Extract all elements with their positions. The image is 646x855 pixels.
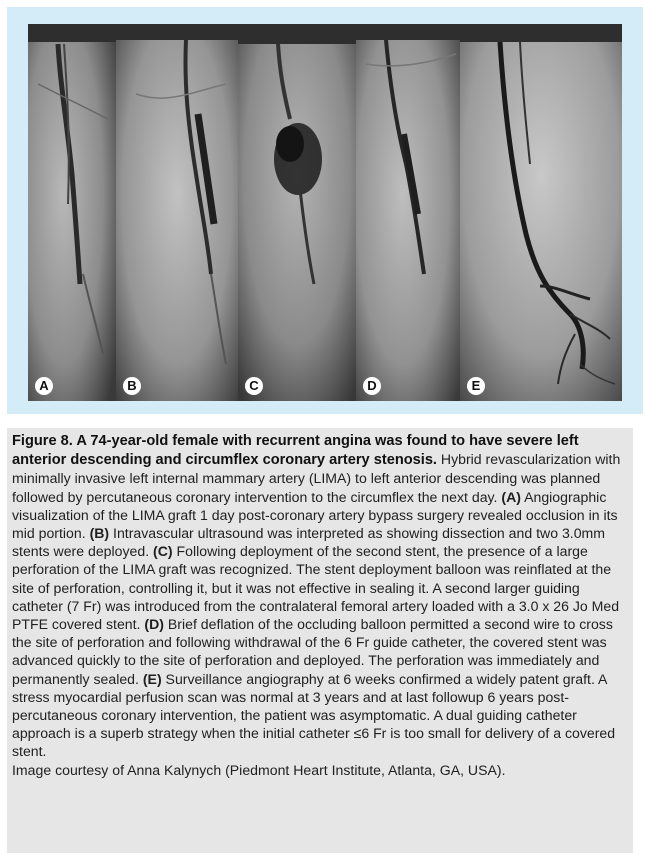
panel-e — [460, 24, 622, 401]
caption-body — [12, 431, 629, 761]
caption-title: Figure 8. A 74-year-old female with recurrent angina was found to have severe left anterior descending and circumflex coronary artery stenosis. — [12, 433, 579, 469]
segment-label-d: (D) — [144, 616, 164, 633]
segment-text-e: Surveillance angiography at 6 weeks confirmed a widely patent graft. A stress myocardial perfusion scan was normal at 3 years and at last followup 6 years post-percutaneous coronary intervention, the patient was asymptomatic. A dual guiding catheter approach is a superb strategy when the initial catheter ≤6 Fr is too small for delivery of a covered stent. — [12, 670, 616, 760]
caption-intro: Hybrid revascularization with minimally invasive left internal mammary artery (LIMA) to left anterior descending was planned followed by percutaneous coronary intervention to the circumflex the next day. — [12, 451, 621, 505]
segment-label-a: (A) — [501, 488, 521, 505]
figure-area — [7, 7, 643, 414]
angiogram-d-image — [356, 24, 460, 401]
segment-label-e: (E) — [142, 670, 162, 687]
panel-label-d: D — [363, 377, 381, 395]
segment-text-c: Following deployment of the second stent, the presence of a large perforation of the LIMA graft was recognized. The stent deployment balloon was reinflated at the site of perforation, controlling it, but it was not effective in sealing it. A second larger guiding catheter (7 Fr) was introduced from the contralateral femoral artery loaded with a 3.0 x 26 Jo Med PTFE covered stent. — [12, 543, 620, 633]
segment-text-d: Brief deflation of the occluding balloon permitted a second wire to cross the site of perforation and following withdrawal of the 6 Fr guide catheter, the covered stent was advanced quickly to the site of perforation and deployed. The perforation was immediately and permanently sealed. — [12, 616, 613, 687]
angiogram-b-image — [116, 24, 238, 401]
panel-label-e: E — [467, 377, 485, 395]
panel-b — [116, 24, 238, 401]
angiogram-c-image — [238, 24, 356, 401]
panel-d — [356, 24, 460, 401]
figure-caption — [7, 428, 633, 853]
panel-label-a: A — [35, 377, 53, 395]
panel-label-c: C — [245, 377, 263, 395]
segment-text-a: Angiographic visualization of the LIMA graft 1 day post-coronary artery bypass surgery revealed occlusion in its mid portion. — [12, 488, 618, 542]
angiogram-panels — [28, 24, 622, 401]
segment-label-c: (C) — [153, 543, 173, 560]
segment-label-b: (B) — [89, 525, 110, 542]
angiogram-a-image — [28, 24, 116, 401]
panel-c — [238, 24, 356, 401]
panel-label-b: B — [123, 377, 141, 395]
segment-text-b: Intravascular ultrasound was interpreted as showing dissection and two 3.0mm stents were deployed. — [12, 525, 606, 560]
image-courtesy: Image courtesy of Anna Kalynych (Piedmont Heart Institute, Atlanta, GA, USA). — [12, 761, 506, 778]
angiogram-e-image — [460, 24, 622, 401]
panel-a — [28, 24, 116, 401]
